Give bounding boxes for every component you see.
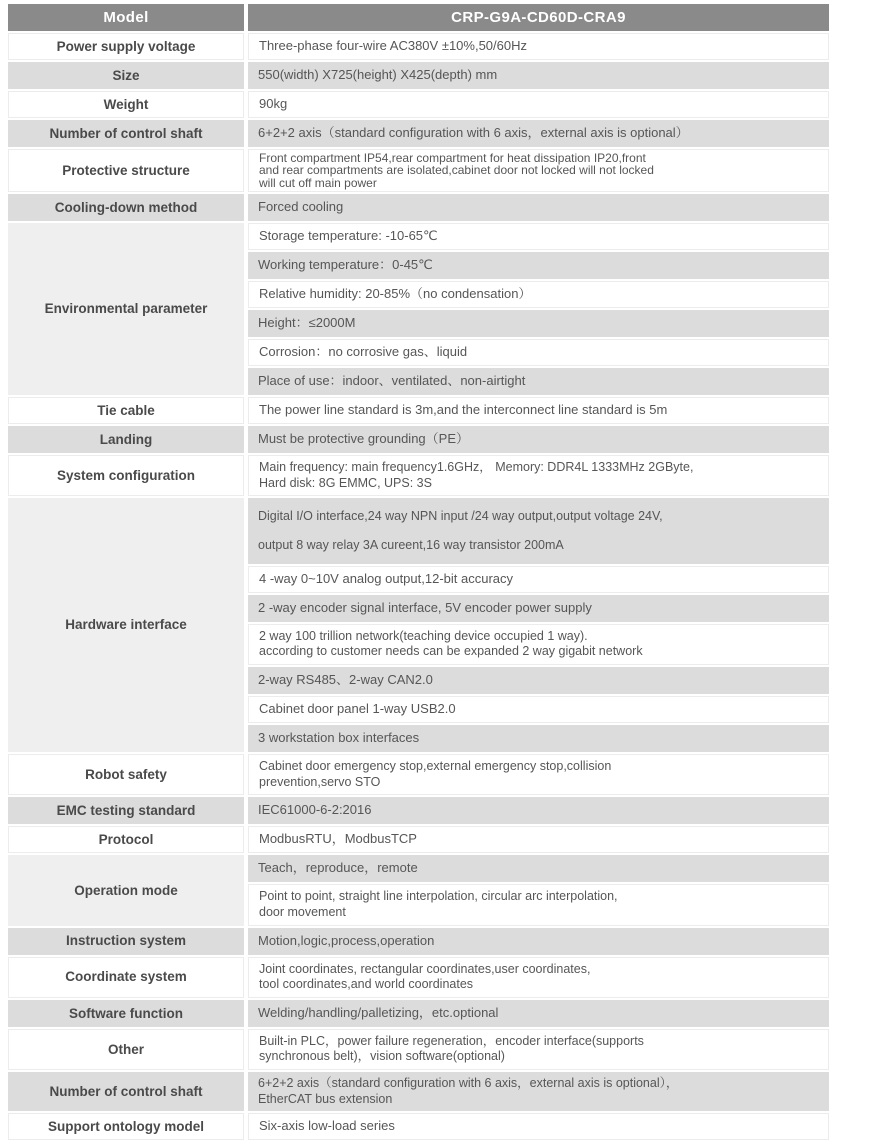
spec-label: Hardware interface (8, 498, 244, 752)
spec-value: 2 -way encoder signal interface, 5V encoder power supply (248, 595, 829, 622)
spec-group (8, 149, 829, 192)
spec-group (8, 62, 829, 89)
spec-value: 2-way RS485、2-way CAN2.0 (248, 667, 829, 694)
spec-value: Storage temperature: -10-65℃ (248, 223, 829, 250)
spec-value: Teach，reproduce，remote (248, 855, 829, 882)
spec-group (8, 1072, 829, 1111)
spec-subrows (248, 62, 829, 89)
spec-subrows (248, 826, 829, 853)
spec-value: 6+2+2 axis（standard configuration with 6 axis，external axis is optional）， EtherCAT bus extension (248, 1072, 829, 1111)
spec-value: Cabinet door panel 1-way USB2.0 (248, 696, 829, 723)
spec-group (8, 120, 829, 147)
spec-subrows (248, 754, 829, 795)
spec-subrows (248, 797, 829, 824)
spec-group (8, 498, 829, 752)
spec-label: Robot safety (8, 754, 244, 795)
spec-group (8, 455, 829, 496)
spec-subrows (248, 149, 829, 192)
spec-group (8, 223, 829, 395)
spec-group (8, 797, 829, 824)
spec-groups (8, 33, 829, 1140)
spec-subrows (248, 498, 829, 752)
spec-subrows (248, 1072, 829, 1111)
spec-subrows (248, 1000, 829, 1027)
spec-value: Must be protective grounding（PE） (248, 426, 829, 453)
header-model-label: Model (8, 4, 244, 31)
spec-value: The power line standard is 3m,and the interconnect line standard is 5m (248, 397, 829, 424)
spec-subrows (248, 194, 829, 221)
spec-label: Coordinate system (8, 957, 244, 998)
spec-value: Place of use：indoor、ventilated、non-airtight (248, 368, 829, 395)
spec-group (8, 426, 829, 453)
spec-subrows (248, 223, 829, 395)
spec-group (8, 826, 829, 853)
header-model-value: CRP-G9A-CD60D-CRA9 (248, 4, 829, 31)
spec-value: Working temperature：0-45℃ (248, 252, 829, 279)
spec-group (8, 91, 829, 118)
spec-subrows (248, 91, 829, 118)
spec-label: Protective structure (8, 149, 244, 192)
spec-group (8, 397, 829, 424)
spec-value: Corrosion：no corrosive gas、liquid (248, 339, 829, 366)
spec-value: 550(width) X725(height) X425(depth) mm (248, 62, 829, 89)
spec-label: Number of control shaft (8, 1072, 244, 1111)
spec-value: IEC61000-6-2:2016 (248, 797, 829, 824)
spec-value: Joint coordinates, rectangular coordinates,user coordinates, tool coordinates,and world coordinates (248, 957, 829, 998)
spec-group (8, 855, 829, 925)
spec-label: Number of control shaft (8, 120, 244, 147)
spec-subrows (248, 426, 829, 453)
spec-group (8, 1029, 829, 1070)
spec-group (8, 1000, 829, 1027)
spec-subrows (248, 1029, 829, 1070)
spec-label: Tie cable (8, 397, 244, 424)
spec-value: 3 workstation box interfaces (248, 725, 829, 752)
spec-value: Height：≤2000M (248, 310, 829, 337)
spec-value: ModbusRTU，ModbusTCP (248, 826, 829, 853)
spec-value: Welding/handling/palletizing，etc.optional (248, 1000, 829, 1027)
spec-label: Power supply voltage (8, 33, 244, 60)
spec-label: Weight (8, 91, 244, 118)
spec-subrows (248, 120, 829, 147)
spec-value: 2 way 100 trillion network(teaching device occupied 1 way). according to customer needs can be expanded 2 way gigabit network (248, 624, 829, 665)
spec-label: Other (8, 1029, 244, 1070)
spec-label: EMC testing standard (8, 797, 244, 824)
spec-group (8, 33, 829, 60)
spec-group (8, 1113, 829, 1140)
spec-value: Six-axis low-load series (248, 1113, 829, 1140)
spec-subrows (248, 855, 829, 925)
spec-label: Instruction system (8, 928, 244, 955)
spec-subrows (248, 1113, 829, 1140)
spec-value: 6+2+2 axis（standard configuration with 6 axis，external axis is optional） (248, 120, 829, 147)
spec-value: Built-in PLC，power failure regeneration，encoder interface(supports synchronous belt)，vision software(optional) (248, 1029, 829, 1070)
spec-value: Cabinet door emergency stop,external emergency stop,collision prevention,servo STO (248, 754, 829, 795)
spec-value: Digital I/O interface,24 way NPN input /24 way output,output voltage 24V, output 8 way relay 3A cureent,16 way transistor 200mA (248, 498, 829, 564)
spec-value: Motion,logic,process,operation (248, 928, 829, 955)
spec-subrows (248, 397, 829, 424)
spec-value: Forced cooling (248, 194, 829, 221)
spec-group (8, 754, 829, 795)
spec-subrows (248, 928, 829, 955)
spec-subrows (248, 33, 829, 60)
spec-value: Front compartment IP54,rear compartment for heat dissipation IP20,front and rear compartments are isolated,cabinet door not locked will not locked will cut off main power (248, 149, 829, 192)
spec-label: Operation mode (8, 855, 244, 925)
spec-value: 4 -way 0~10V analog output,12-bit accuracy (248, 566, 829, 593)
spec-label: Environmental parameter (8, 223, 244, 395)
spec-subrows (248, 455, 829, 496)
spec-value: Three-phase four-wire AC380V ±10%,50/60Hz (248, 33, 829, 60)
spec-label: Size (8, 62, 244, 89)
spec-group (8, 194, 829, 221)
spec-group (8, 957, 829, 998)
spec-value: Point to point, straight line interpolation, circular arc interpolation, door movement (248, 884, 829, 925)
table-header-row (8, 4, 829, 31)
spec-label: System configuration (8, 455, 244, 496)
spec-value: 90kg (248, 91, 829, 118)
spec-label: Software function (8, 1000, 244, 1027)
spec-value: Relative humidity: 20-85%（no condensation） (248, 281, 829, 308)
spec-label: Support ontology model (8, 1113, 244, 1140)
spec-label: Landing (8, 426, 244, 453)
spec-value: Main frequency: main frequency1.6GHz， Memory: DDR4L 1333MHz 2GByte, Hard disk: 8G EMMC, UPS: 3S (248, 455, 829, 496)
spec-group (8, 928, 829, 955)
spec-subrows (248, 957, 829, 998)
spec-label: Cooling-down method (8, 194, 244, 221)
spec-table (8, 4, 829, 1140)
spec-label: Protocol (8, 826, 244, 853)
